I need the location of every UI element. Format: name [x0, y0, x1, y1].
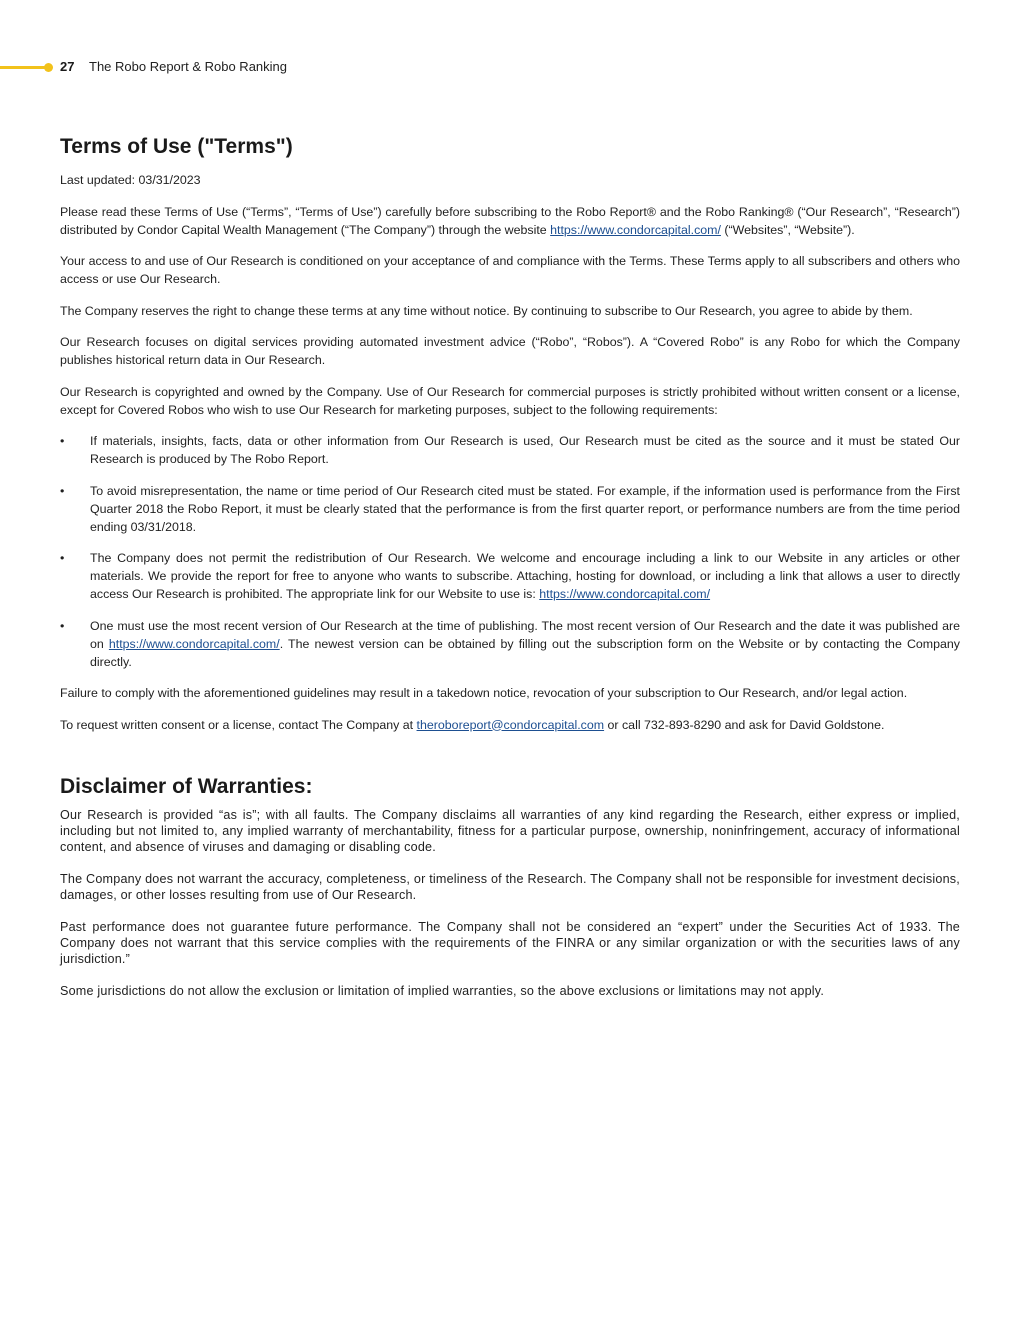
terms-paragraph-contact: To request written consent or a license, contact The Company at theroboreport@condorcapital.com or call 732-893-8290 and ask for David Goldstone.	[60, 717, 885, 732]
header-title: The Robo Report & Robo Ranking	[89, 59, 288, 74]
requirements-list	[60, 432, 960, 671]
list-item: • One must use the most recent version of Our Research at the time of publishing. The most recent version of Our Research and the date it was published are on https://www.condorcapital.com/. The newest version can be obtained by filling out the subscription form on the Website or by contacting the Company directly.	[60, 618, 960, 669]
terms-paragraph-access: Your access to and use of Our Research is conditioned on your acceptance of and compliance with the Terms. These Terms apply to all subscribers and others who access or use Our Research.	[60, 254, 960, 286]
terms-paragraph-copyright: Our Research is copyrighted and owned by the Company. Use of Our Research for commercial purposes is strictly prohibited without written consent or a license, except for Covered Robos who wish to use Our Research for marketing purposes, subject to the following requirements:	[60, 384, 960, 417]
list-item: • If materials, insights, facts, data or other information from Our Research is used, Our Research must be cited as the source and it must be stated Our Research is produced by The Robo Report.	[60, 434, 960, 466]
disclaimer-paragraph-accuracy: The Company does not warrant the accuracy, completeness, or timeliness of the Research. The Company shall not be responsible for investment decisions, damages, or other losses resulting from use of Our Research.	[60, 872, 960, 902]
header-accent-dot	[44, 63, 53, 72]
terms-paragraph-intro: Please read these Terms of Use (“Terms”, “Terms of Use”) carefully before subscribing to the Robo Report® and the Robo Ranking® (“Our Research”, “Research”) distributed by Condor Capital Wealth Management (“The Company”) through the website https://www.condorcapital.com/ (“Websites”, “Website”).	[60, 204, 960, 237]
page-number: 27	[60, 59, 75, 74]
terms-paragraph-failure: Failure to comply with the aforementioned guidelines may result in a takedown notice, revocation of your subscription to Our Research, and/or legal action.	[60, 686, 908, 700]
disclaimer-paragraph-as-is: Our Research is provided “as is”; with all faults. The Company disclaims all warranties of any kind regarding the Research, either express or implied, including but not limited to, any implied warranty of merchantability, fitness for a particular purpose, ownership, noninfringement, accuracy of informational content, and absence of viruses and damaging or disabling code.	[60, 808, 960, 854]
disclaimer-paragraph-performance: Past performance does not guarantee future performance. The Company shall not be considered an “expert” under the Securities Act of 1933. The Company does not warrant that this service complies with the requirements of the FINRA or any similar organization or with the securities laws of any jurisdiction.”	[60, 920, 960, 966]
terms-heading: Terms of Use ("Terms")	[60, 135, 293, 158]
list-item: • The Company does not permit the redistribution of Our Research. We welcome and encourage including a link to our Website in any articles or other materials. We provide the report for free to anyone who wants to subscribe. Attaching, hosting for download, or including a link that allows a user to directly access Our Research is prohibited. The appropriate link for our Website to use is: https://www.condorcapital.com/	[60, 551, 960, 601]
section-spacer	[60, 747, 960, 773]
disclaimer-section	[60, 773, 960, 999]
bullet-icon: •	[60, 434, 65, 448]
disclaimer-paragraph-jurisdictions: Some jurisdictions do not allow the exclusion or limitation of implied warranties, so the above exclusions or limitations may not apply.	[60, 984, 825, 998]
website-link[interactable]: https://www.condorcapital.com/	[108, 636, 280, 651]
terms-paragraph-robo-definition: Our Research focuses on digital services providing automated investment advice (“Robo”, “Robos”). A “Covered Robo” is any Robo for which the Company publishes historical return data in Our Research.	[60, 335, 960, 367]
website-link[interactable]: https://www.condorcapital.com/	[550, 222, 721, 237]
page-header	[0, 59, 400, 75]
bullet-icon: •	[60, 618, 65, 633]
terms-section	[60, 133, 960, 734]
last-updated: Last updated: 03/31/2023	[60, 173, 201, 187]
bullet-icon: •	[60, 551, 65, 565]
header-accent-line	[0, 66, 46, 69]
bullet-icon: •	[60, 483, 65, 498]
email-link[interactable]: theroboreport@condorcapital.com	[416, 717, 605, 732]
list-item: • To avoid misrepresentation, the name or time period of Our Research cited must be stated. For example, if the information used is performance from the First Quarter 2018 the Robo Report, it must be clearly stated that the performance is from the first quarter report, or performance numbers are from the time period ending 03/31/2018.	[60, 483, 960, 534]
terms-paragraph-changes: The Company reserves the right to change these terms at any time without notice. By continuing to subscribe to Our Research, you agree to abide by them.	[60, 303, 913, 318]
disclaimer-heading: Disclaimer of Warranties:	[60, 775, 313, 798]
document-body	[60, 133, 960, 1015]
website-link[interactable]: https://www.condorcapital.com/	[539, 587, 711, 601]
